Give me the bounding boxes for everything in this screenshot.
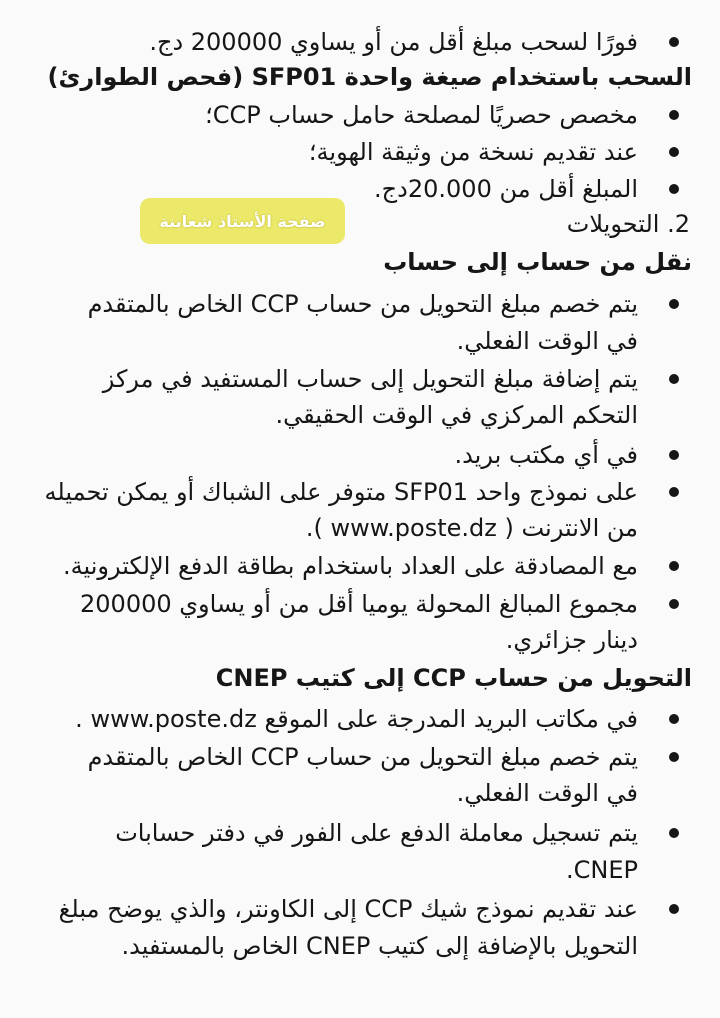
list-item-text: عند تقديم نموذج شيك CCP إلى الكاونتر، والذي يوضح مبلغ: [58, 895, 638, 923]
list-item-text: عند تقديم نسخة من وثيقة الهوية؛: [308, 138, 638, 166]
bullet-icon: [658, 586, 690, 622]
account-transfer-heading: نقل من حساب إلى حساب: [383, 248, 692, 276]
list-item-continuation: في الوقت الفعلي.: [456, 327, 638, 355]
list-item-text: يتم تسجيل معاملة الدفع على الفور في دفتر حسابات: [115, 819, 638, 847]
bullet-icon: [658, 24, 690, 60]
bullet-icon: [658, 286, 690, 322]
list-item-text: في مكاتب البريد المدرجة على الموقع www.poste.dz .: [75, 705, 638, 733]
list-item-text: في أي مكتب بريد.: [454, 441, 638, 469]
bullet-icon: [658, 474, 690, 510]
list-item-text: مع المصادقة على العداد باستخدام بطاقة الدفع الإلكترونية.: [62, 552, 638, 580]
list-item-text: يتم خصم مبلغ التحويل من حساب CCP الخاص بالمتقدم: [87, 743, 638, 771]
list-item-text: فورًا لسحب مبلغ أقل من أو يساوي 200000 دج.: [149, 28, 638, 56]
bullet-icon: [658, 134, 690, 170]
transfers-heading: 2. التحويلات: [566, 210, 690, 238]
bullet-icon: [658, 171, 690, 207]
bullet-icon: [658, 739, 690, 775]
bullet-icon: [658, 437, 690, 473]
list-item-continuation: دينار جزائري.: [505, 626, 638, 654]
bullet-icon: [658, 891, 690, 927]
list-item-continuation: CNEP.: [566, 856, 638, 884]
list-item-text: مجموع المبالغ المحولة يوميا أقل من أو يساوي 200000: [80, 590, 638, 618]
list-item-text: على نموذج واحد SFP01 متوفر على الشباك أو يمكن تحميله: [44, 478, 638, 506]
list-item-text: يتم إضافة مبلغ التحويل إلى حساب المستفيد في مركز: [102, 365, 638, 393]
watermark-stamp: صفحة الأستاذ شعابنة: [140, 198, 345, 244]
bullet-icon: [658, 815, 690, 851]
bullet-icon: [658, 361, 690, 397]
list-item-text: المبلغ أقل من 20.000دج.: [374, 175, 638, 203]
bullet-icon: [658, 97, 690, 133]
list-item-continuation: التحكم المركزي في الوقت الحقيقي.: [275, 401, 638, 429]
list-item-continuation: في الوقت الفعلي.: [456, 779, 638, 807]
bullet-icon: [658, 548, 690, 584]
list-item-continuation: من الانترنت ( www.poste.dz ).: [305, 514, 638, 542]
list-item-continuation: التحويل بالإضافة إلى كتيب CNEP الخاص بالمستفيد.: [121, 932, 638, 960]
cnep-transfer-heading: التحويل من حساب CCP إلى كتيب CNEP: [215, 664, 692, 692]
list-item-text: مخصص حصريًا لمصلحة حامل حساب CCP؛: [205, 101, 638, 129]
list-item-text: يتم خصم مبلغ التحويل من حساب CCP الخاص بالمتقدم: [87, 290, 638, 318]
bullet-icon: [658, 701, 690, 737]
sfp01-heading: السحب باستخدام صيغة واحدة SFP01 (فحص الطوارئ): [47, 63, 692, 91]
